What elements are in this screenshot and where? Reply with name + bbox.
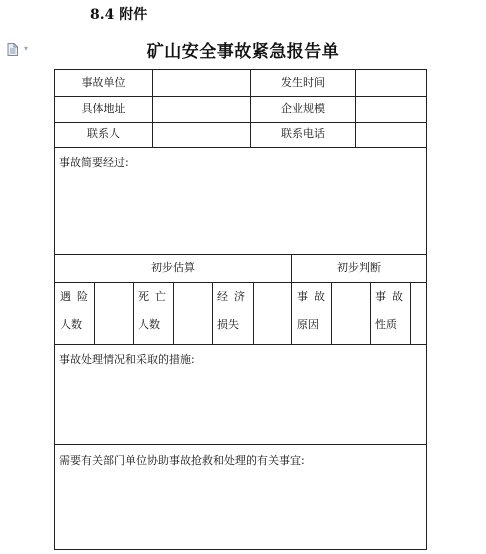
label-cause-line2: 原因	[297, 318, 319, 331]
label-enterprise-scale: 企业规模	[281, 102, 325, 115]
label-nature-line2: 性质	[375, 318, 397, 331]
label-deaths-line1: 死亡	[138, 290, 172, 303]
label-accident-summary: 事故简要经过:	[59, 156, 129, 169]
label-nature-line1: 事故	[375, 290, 409, 303]
label-assistance-needed: 需要有关部门单位协助事故抢救和处理的有关事宜:	[59, 454, 305, 467]
header-preliminary-estimate: 初步估算	[151, 261, 195, 274]
header-preliminary-judgment: 初步判断	[337, 261, 381, 274]
section-heading: 8.4 附件	[90, 7, 148, 23]
label-contact-phone: 联系电话	[281, 127, 325, 140]
label-accident-unit: 事故单位	[81, 76, 126, 89]
form-title: 矿山安全事故紧急报告单	[146, 42, 340, 62]
label-casualties-line2: 人数	[60, 318, 82, 331]
label-cause-line1: 事故	[297, 290, 331, 303]
label-casualties-line1: 遇险	[60, 290, 94, 303]
label-deaths-line2: 人数	[138, 318, 160, 331]
label-economic-loss-line2: 损失	[217, 318, 239, 331]
label-occurrence-time: 发生时间	[281, 76, 325, 89]
label-contact-person: 联系人	[87, 127, 120, 140]
label-economic-loss-line1: 经济	[217, 290, 251, 303]
label-handling-measures: 事故处理情况和采取的措施:	[59, 353, 195, 366]
label-address: 具体地址	[81, 102, 126, 115]
chevron-down-icon: ▾	[24, 44, 29, 53]
